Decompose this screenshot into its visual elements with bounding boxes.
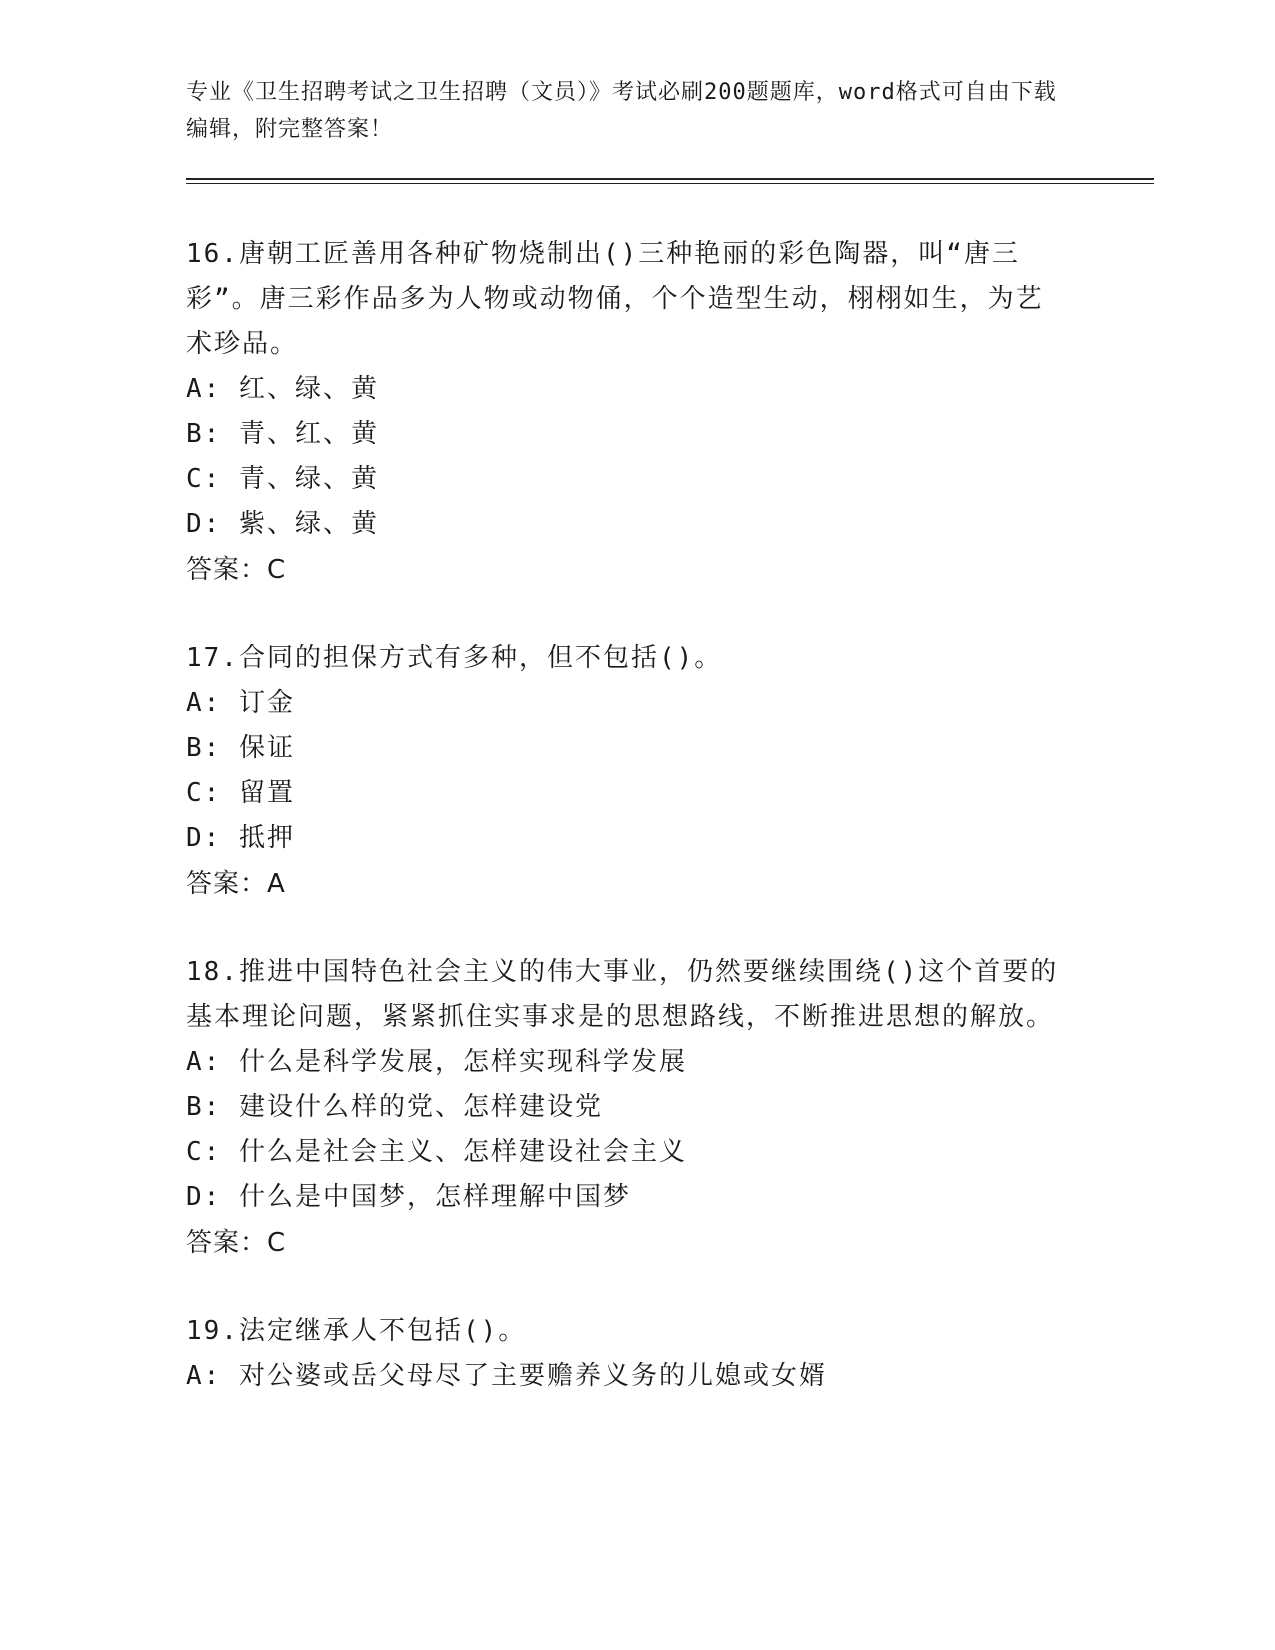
question-17 — [186, 636, 1086, 907]
option-a: A: 什么是科学发展，怎样实现科学发展 — [186, 1047, 687, 1077]
option-a: A: 订金 — [186, 688, 295, 718]
option-c: C: 青、绿、黄 — [186, 464, 379, 494]
option-b: B: 青、红、黄 — [186, 419, 379, 449]
question-stem: 18.推进中国特色社会主义的伟大事业，仍然要继续围绕()这个首要的基本理论问题，紧紧抓住实事求是的思想路线，不断推进思想的解放。 — [186, 957, 1059, 1032]
page-header — [186, 74, 1066, 148]
option-c: C: 留置 — [186, 778, 295, 808]
question-16 — [186, 232, 1086, 593]
question-19 — [186, 1309, 1086, 1399]
option-d: D: 抵押 — [186, 823, 295, 853]
question-18 — [186, 950, 1086, 1266]
question-stem: 16.唐朝工匠善用各种矿物烧制出()三种艳丽的彩色陶器，叫“唐三彩”。唐三彩作品多为人物或动物俑，个个造型生动，栩栩如生，为艺术珍品。 — [186, 239, 1044, 359]
option-b: B: 建设什么样的党、怎样建设党 — [186, 1092, 603, 1122]
header-divider-thick — [186, 178, 1154, 180]
answer: 答案：C — [186, 1228, 287, 1258]
question-stem: 19.法定继承人不包括()。 — [186, 1316, 527, 1346]
option-d: D: 紫、绿、黄 — [186, 509, 379, 539]
question-list — [186, 232, 1086, 1442]
option-a: A: 红、绿、黄 — [186, 374, 379, 404]
option-a: A: 对公婆或岳父母尽了主要赡养义务的儿媳或女婿 — [186, 1361, 827, 1391]
option-b: B: 保证 — [186, 733, 295, 763]
option-d: D: 什么是中国梦，怎样理解中国梦 — [186, 1182, 631, 1212]
header-title: 专业《卫生招聘考试之卫生招聘（文员）》考试必刷200题题库，word格式可自由下载编辑，附完整答案！ — [186, 80, 1057, 142]
answer: 答案：A — [186, 869, 286, 899]
option-c: C: 什么是社会主义、怎样建设社会主义 — [186, 1137, 687, 1167]
question-stem: 17.合同的担保方式有多种，但不包括()。 — [186, 643, 723, 673]
header-divider-thin — [186, 183, 1154, 184]
answer: 答案：C — [186, 555, 287, 585]
